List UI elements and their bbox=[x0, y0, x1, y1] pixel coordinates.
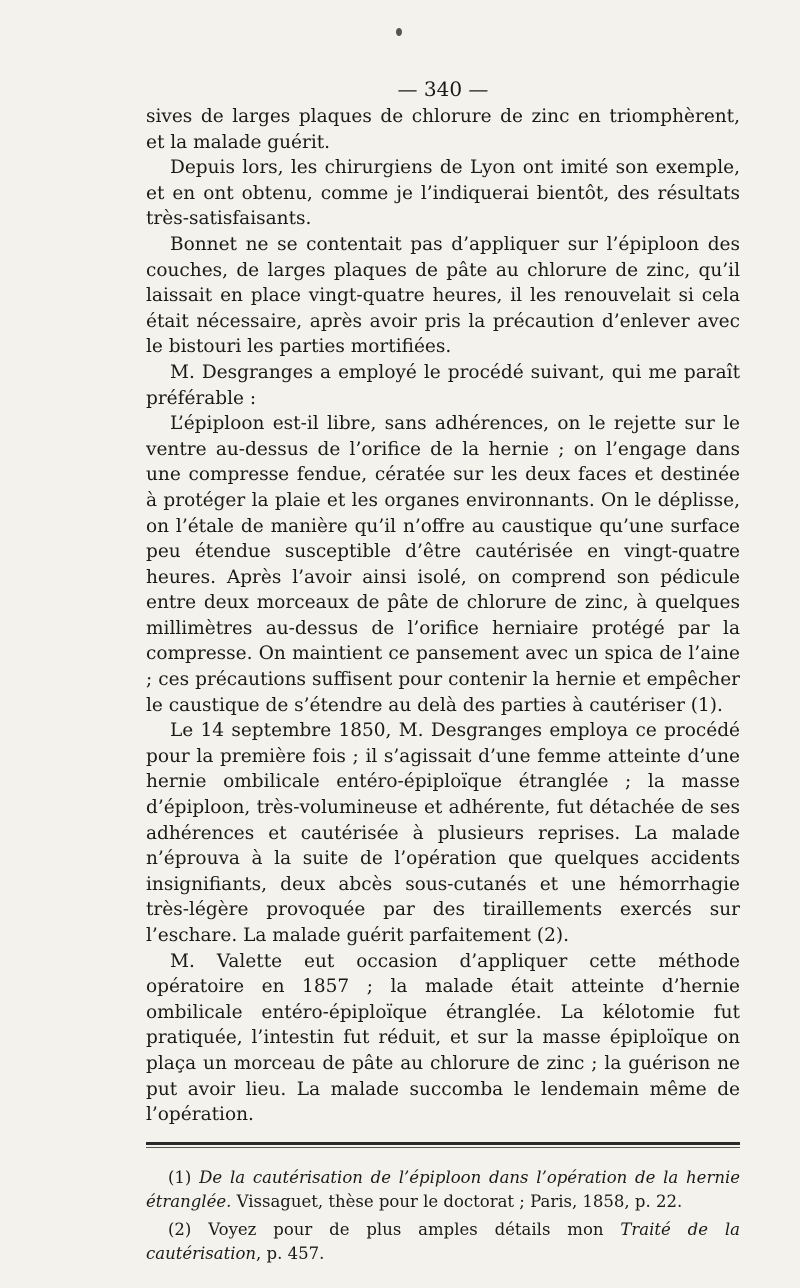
paragraph: L’épiploon est-il libre, sans adhérences, on le rejette sur le ventre au-dessus de l’orifice de la hernie ; on l’engage dans une compresse fendue, cératée sur les deux faces et destinée à protéger la plaie et les organes environnants. On le déplisse, on l’étale de manière qu’il n’offre au caustique qu’une surface peu étendue susceptible d’être cautérisée en vingt-quatre heures. Après l’avoir ainsi isolé, on comprend son pédicule entre deux morceaux de pâte de chlorure de zinc, à quelques millimètres au-dessus de l’orifice herniaire protégé par la compresse. On maintient ce pansement avec un spica de l’aine ; ces précautions suffisent pour contenir la hernie et empêcher le caustique de s’étendre au delà des parties à cautériser (1). bbox=[146, 413, 740, 716]
footnotes bbox=[146, 1166, 740, 1266]
paragraph: M. Desgranges a employé le procédé suivant, qui me paraît préférable : bbox=[146, 361, 740, 409]
footnote-marker: (1) bbox=[168, 1167, 192, 1187]
footnote-2 bbox=[146, 1218, 740, 1266]
footnote-text: Vissaguet, thèse pour le doctorat ; Paris, 1858, p. 22. bbox=[231, 1191, 683, 1211]
ink-speck bbox=[396, 28, 402, 36]
paragraph: M. Valette eut occasion d’appliquer cette méthode opératoire en 1857 ; la malade était atteinte d’hernie ombilicale entéro-épiploïque étranglée. La kélotomie fut pratiquée, l’intestin fut réduit, et sur la masse épiploïque on plaça un morceau de pâte au chlorure de zinc ; la guérison ne put avoir lieu. La malade succomba le lendemain même de l’opération. bbox=[146, 950, 740, 1126]
page bbox=[146, 74, 740, 1270]
paragraph: Le 14 septembre 1850, M. Desgranges employa ce procédé pour la première fois ; il s’agissait d’une femme atteinte d’une hernie ombilicale entéro-épiploïque étranglée ; la masse d’épiploon, très-volumineuse et adhérente, fut détachée de ses adhérences et cautérisée à plusieurs reprises. La malade n’éprouva à la suite de l’opération que quelques accidents insignifiants, deux abcès sous-cutanés et une hémorrhagie très-légère provoquée par des tiraillements exercés sur l’eschare. La malade guérit parfaitement (2). bbox=[146, 720, 740, 946]
footnote-title: Traité de la cautérisation bbox=[146, 1219, 740, 1263]
paragraph: Depuis lors, les chirurgiens de Lyon ont imité son exemple, et en ont obtenu, comme je l’indiquerai bientôt, des résultats très-satisfaisants. bbox=[146, 157, 740, 230]
body-text bbox=[146, 104, 740, 1128]
footnote-marker: (2) bbox=[168, 1219, 192, 1239]
paragraph: Bonnet ne se contentait pas d’appliquer sur l’épiploon des couches, de larges plaques de pâte au chlorure de zinc, qu’il laissait en place vingt-quatre heures, il les renouvelait si cela était nécessaire, après avoir pris la précaution d’enlever avec le bistouri les parties mortifiées. bbox=[146, 233, 740, 358]
footnote-1 bbox=[146, 1166, 740, 1214]
footnote-text: Voyez pour de plus amples détails mon bbox=[191, 1219, 621, 1239]
footnote-title: De la cautérisation de l’épiploon dans l’opération de la hernie étranglée. bbox=[146, 1167, 741, 1211]
footnote-rule bbox=[146, 1142, 740, 1148]
footnote-text: , p. 457. bbox=[256, 1243, 325, 1263]
paragraph: sives de larges plaques de chlorure de zinc en triomphèrent, et la malade guérit. bbox=[146, 106, 740, 153]
page-number: — 340 — bbox=[397, 77, 489, 101]
